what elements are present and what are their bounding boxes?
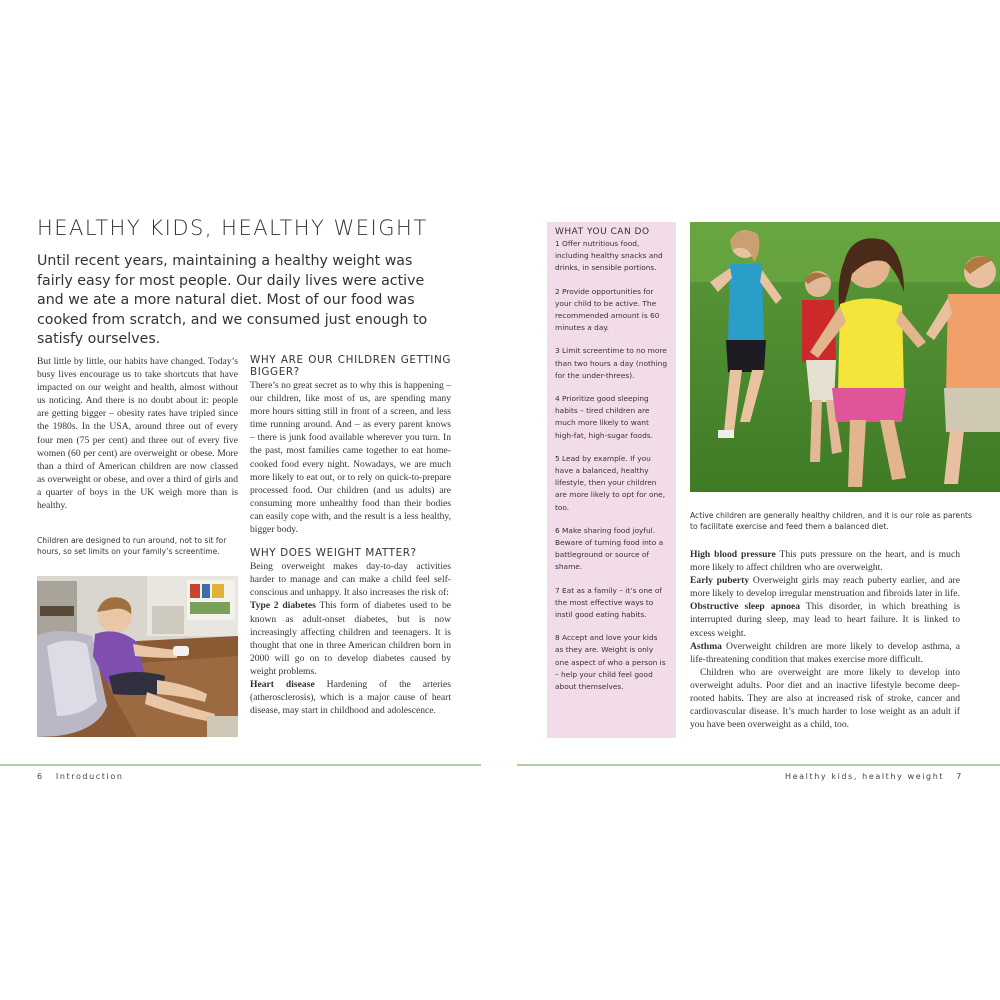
definition: Hardening of the arteries (atherosclerosis), which is a major cause of heart disease, may start in childhood and adolescence. — [250, 678, 451, 717]
paragraph: Being overweight makes day-to-day activities harder to manage and can make a child feel self-conscious and unhappy. It also increases the risk of: — [250, 561, 451, 599]
risk-type2-diabetes — [250, 599, 451, 678]
photo-children-running-illustration — [690, 222, 1000, 492]
definition: This puts pressure on the heart, and is much more likely to affect children who are overweight. — [690, 549, 960, 574]
definition: Overweight children are more likely to develop asthma, a life-threatening condition that makes exercise more difficult. — [690, 640, 960, 665]
term: Type 2 diabetes — [250, 600, 316, 612]
photo-caption-right: Active children are generally healthy children, and it is our role as parents to facilitate exercise and feed them a balanced diet. — [690, 511, 972, 531]
term: Obstructive sleep apnoea — [690, 601, 801, 613]
sidebar-item: 1 Offer nutritious food, including healthy snacks and drinks, in sensible portions. — [555, 239, 663, 273]
term: Asthma — [690, 640, 722, 652]
paragraph: But little by little, our habits have changed. Today’s busy lives encourage us to take shortcuts that have impacted on our weight and health, almost without us noticing. And there is no doubt about it: people are getting bigger – obesity rates have tripled since the 1980s. In the USA, around three out of every four men (75 per cent) and three out of every five women (60 per cent) are overweight or obese. More than a third of American children are now classed as overweight or obese, and over a third of girls and a quarter of boys in the UK weigh more than is healthy. — [37, 356, 238, 512]
sidebar-what-you-can-do — [547, 222, 676, 738]
term: Early puberty — [690, 575, 750, 587]
sidebar-item: 6 Make sharing food joyful. Beware of turning food into a battleground or source of shame. — [555, 525, 664, 572]
heading-why-bigger: WHY ARE OUR CHILDREN GETTING BIGGER? — [250, 354, 451, 378]
term: Heart disease — [250, 678, 315, 690]
photo-caption-left: Children are designed to run around, not to sit for hours, so set limits on your family’s screentime. — [37, 536, 227, 556]
sidebar-item: 3 Limit screentime to no more than two hours a day (nothing for the under-threes). — [555, 346, 668, 380]
definition: Overweight girls may reach puberty earlier, and are more likely to develop irregular menstruation and fibroids later in life. — [690, 575, 960, 600]
section-label: Healthy kids, healthy weight — [785, 772, 945, 781]
footer-rule-left — [0, 764, 481, 766]
heading-why-matter: WHY DOES WEIGHT MATTER? — [250, 547, 417, 560]
photo-boy-gaming — [37, 576, 238, 737]
right-column-text — [690, 548, 960, 731]
paragraph: Children who are overweight are more likely to develop into overweight adults. Poor diet and an inactive lifestyle become deep-rooted habits. They are also at increased risk of stroke, cancer and cardiovascular disease. It’s much harder to lose weight as an adult if you have been overweight as a child, too. — [690, 666, 960, 731]
risk-high-blood-pressure — [690, 548, 960, 574]
page-number: 7 — [956, 772, 963, 781]
footer-left — [37, 772, 124, 781]
sidebar-item: 8 Accept and love your kids as they are. Weight is only one aspect of who a person is – help your child feel good about themselves. — [555, 633, 666, 692]
risk-early-puberty — [690, 574, 960, 600]
photo-children-running — [690, 222, 1000, 492]
sidebar-heading: WHAT YOU CAN DO — [555, 227, 650, 237]
photo-boy-gaming-illustration — [37, 576, 238, 737]
sidebar-item: 4 Prioritize good sleeping habits – tired children are much more likely to want high-fat, high-sugar foods. — [555, 394, 653, 440]
page-number: 6 — [37, 772, 44, 781]
column-1-text — [37, 355, 238, 512]
page-title: HEALTHY KIDS, HEALTHY WEIGHT — [37, 216, 428, 240]
section-label: Introduction — [55, 772, 124, 781]
paragraph: There’s no great secret as to why this is happening – our children, like most of us, are spending many more hours sitting still in front of a screen, and less time running around. And – as every parent knows – there is junk food available wherever you turn. In the past, most families came together to eat home-cooked food every night. Nowadays, we are much more likely to eat out, or to rely on quick-to-prepare processed food. Our children (and us adults) are consuming more unhealthy food than their bodies can easily cope with, and the result is a less healthy, bigger body. — [250, 380, 451, 536]
definition: This form of diabetes used to be known as adult-onset diabetes, but is now increasingly affecting children and teenagers. It is thought that one in three American children born in 2000 will go on to develop diabetes caused by weight problems. — [250, 600, 452, 677]
footer-right — [785, 772, 963, 781]
intro-paragraph: Until recent years, maintaining a healthy weight was fairly easy for most people. Our daily lives were active and we ate a more natural diet. Most of our food was cooked from scratch, and we consumed just enough to satisfy ourselves. — [37, 253, 428, 347]
risk-sleep-apnoea — [690, 600, 960, 639]
risk-heart-disease — [250, 678, 451, 717]
column-2-text — [250, 354, 451, 717]
sidebar-item: 7 Eat as a family – it’s one of the most effective ways to instil good eating habits. — [555, 585, 663, 620]
sidebar-item: 2 Provide opportunities for your child to be active. The recommended amount is 60 minutes a day. — [555, 286, 660, 333]
sidebar-item: 5 Lead by example. If you have a balanced, healthy lifestyle, then your children are more likely to opt for one, too. — [555, 453, 666, 512]
risk-asthma — [690, 640, 960, 666]
definition: This disorder, in which breathing is interrupted during sleep, may lead to heart failure. It is linked to excess weight. — [690, 601, 960, 639]
term: High blood pressure — [690, 549, 776, 560]
footer-rule-right — [517, 764, 1000, 766]
